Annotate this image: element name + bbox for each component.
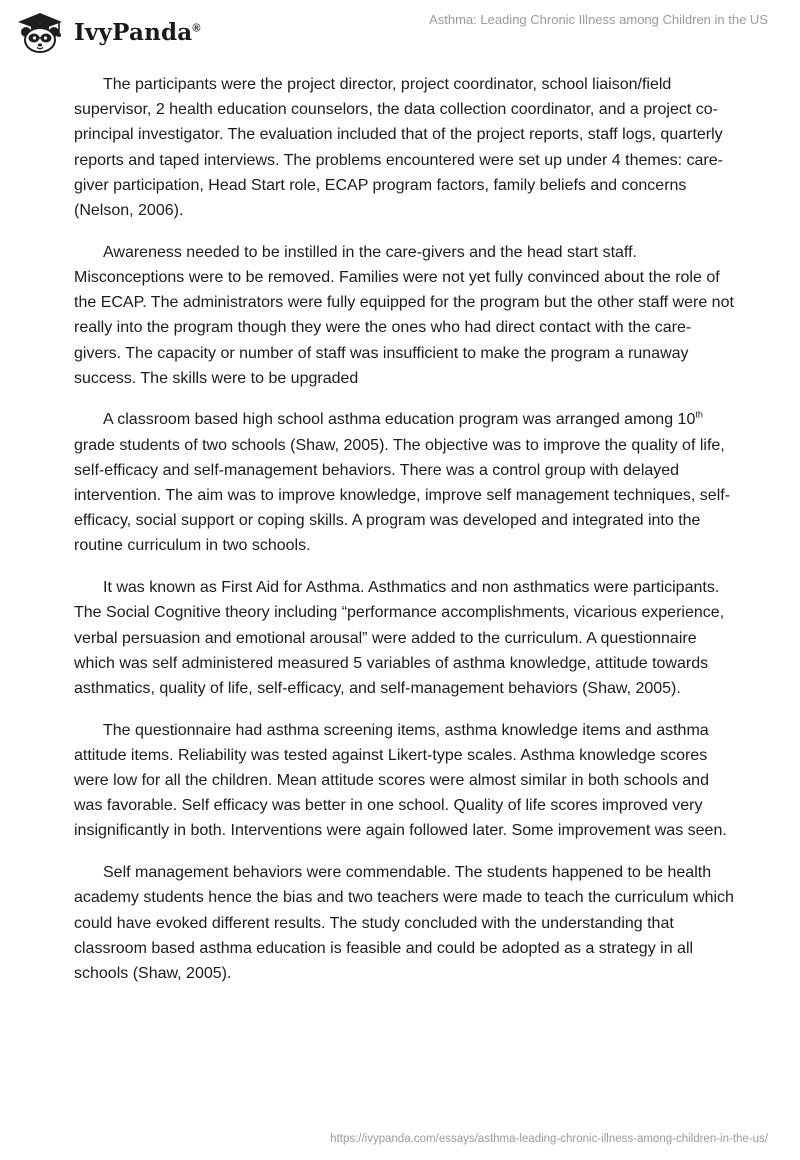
document-title: Asthma: Leading Chronic Illness among Children in the US bbox=[429, 12, 768, 27]
paragraph: Awareness needed to be instilled in the care-givers and the head start staff. Misconceptions were to be removed. Families were not yet fully convinced about the role of the ECAP. The administrators were fully equipped for the program but the other staff were not really into the program though they were the ones who had direct contact with the care-givers. The capacity or number of staff was insufficient to make the program a runaway success. The skills were to be upgraded bbox=[74, 243, 734, 387]
brand-name: IvyPanda® bbox=[74, 18, 201, 46]
source-url[interactable]: https://ivypanda.com/essays/asthma-leading-chronic-illness-among-children-in-the-us/ bbox=[330, 1133, 768, 1145]
paragraph: The participants were the project director, project coordinator, school liaison/field supervisor, 2 health education counselors, the data collection coordinator, and a project co-principal investigator. The evaluation included that of the project reports, staff logs, quarterly reports and taped interviews. The problems encountered were set up under 4 themes: care-giver participation, Head Start role, ECAP program factors, family beliefs and concerns (Nelson, 2006). bbox=[74, 76, 723, 220]
essay-body bbox=[74, 72, 734, 1003]
paragraph: A classroom based high school asthma education program was arranged among 10th grade students of two schools (Shaw, 2005). The objective was to improve the quality of life, self-efficacy and self-management behaviors. There was a control group with delayed intervention. The aim was to improve knowledge, improve self management techniques, self-efficacy, social support or coping skills. A program was developed and integrated into the routine curriculum in two schools. bbox=[74, 410, 731, 555]
page-header bbox=[0, 0, 800, 70]
paragraph: The questionnaire had asthma screening items, asthma knowledge items and asthma attitude items. Reliability was tested against Likert-type scales. Asthma knowledge scores were low for all the children. Mean attitude scores were almost similar in both schools and was favorable. Self efficacy was better in one school. Quality of life scores improved very insignificantly in both. Interventions were again followed later. Some improvement was seen. bbox=[74, 721, 727, 840]
panda-graduation-icon bbox=[14, 10, 66, 54]
brand-logo[interactable] bbox=[14, 10, 201, 54]
paragraph: It was known as First Aid for Asthma. Asthmatics and non asthmatics were participants. The Social Cognitive theory including “performance accomplishments, vicarious experience, verbal persuasion and emotional arousal” were added to the curriculum. A questionnaire which was self administered measured 5 variables of asthma knowledge, attitude towards asthmatics, quality of life, self-efficacy, and self-management behaviors (Shaw, 2005). bbox=[74, 579, 725, 697]
paragraph: Self management behaviors were commendable. The students happened to be health academy students hence the bias and two teachers were made to teach the curriculum which could have evoked different results. The study concluded with the understanding that classroom based asthma education is feasible and could be adopted as a strategy in all schools (Shaw, 2005). bbox=[74, 864, 734, 982]
